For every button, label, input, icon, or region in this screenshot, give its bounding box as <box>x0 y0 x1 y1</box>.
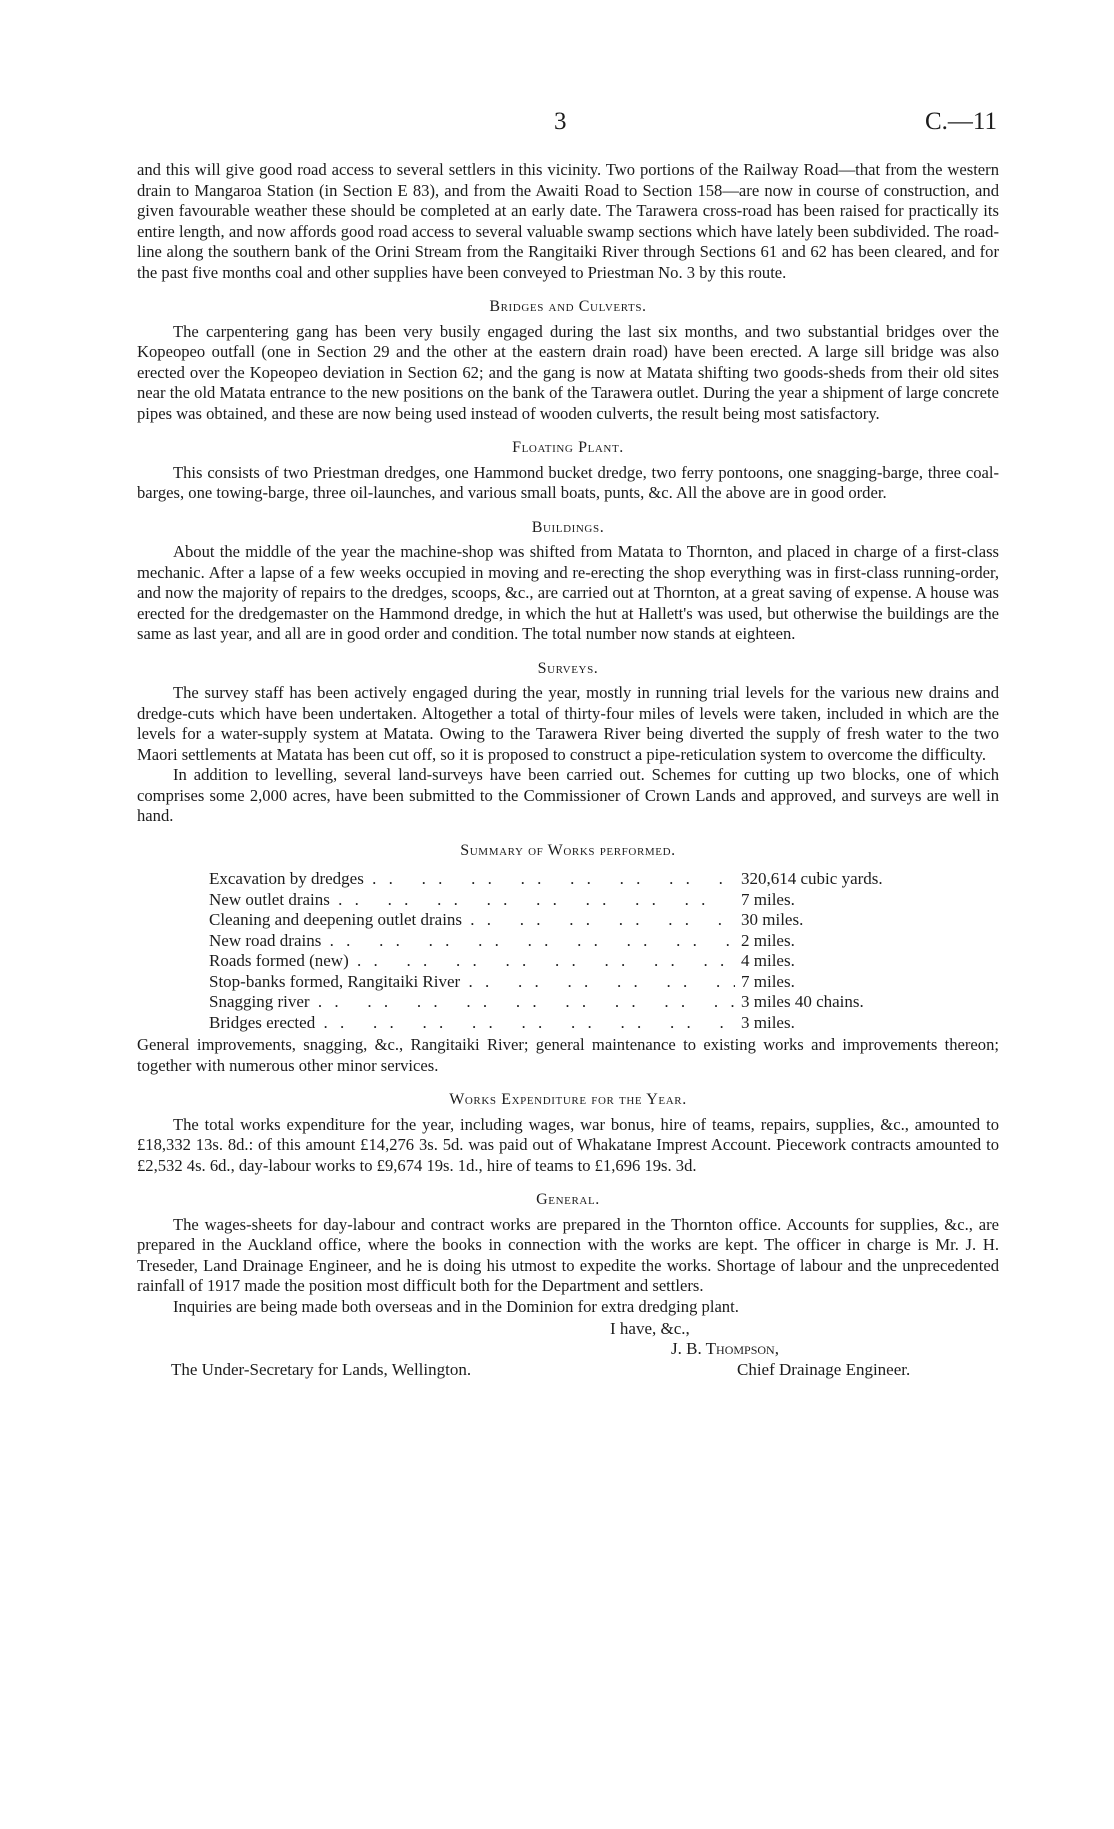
bridges-paragraph: The carpentering gang has been very busily engaged during the last six months, and two substantial bridges over the Kopeopeo outfall (one in Section 29 and the other at the eastern drain road) have been erected. A large sill bridge was also erected over the Kopeopeo deviation in Section 62; and the gang is now at Matata shifting two goods-sheds from their old sites near the old Matata entrance to the new positions on the bank of the Tarawera outlet. During the year a shipment of large concrete pipes was obtained, and these are now being used instead of wooden culverts, the result being most satisfactory. <box>137 321 999 423</box>
summary-item: Cleaning and deepening outlet drains . . <box>209 910 735 931</box>
surveys-paragraph: The survey staff has been actively engaged during the year, mostly in running trial levels for the various new drains and dredge-cuts which have been undertaken. Altogether a total of thirty-four miles of levels were taken, included in which are the levels for a water-supply system at Matata. Owing to the Tarawera River being diverted the supply of fresh water to the two Maori settlements at Matata has been cut off, so it is proposed to construct a pipe-reticulation system to overcome the difficulty. <box>137 683 999 764</box>
summary-note: General improvements, snagging, &c., Rangitaiki River; general maintenance to existing works and improvements thereon; together with numerous other minor services. <box>137 1035 999 1075</box>
summary-row <box>209 951 929 972</box>
summary-amount: 3 miles 40 chains. <box>741 992 864 1011</box>
document-body <box>137 160 999 1419</box>
intro-paragraph: and this will give good road access to several settlers in this vicinity. Two portions of the Railway Road—that from the western drain to Mangaroa Station (in Section E 83), and from the Awaiti Road to Section 158—are now in course of construction, and given favourable weather these should be completed at an early date. The Tarawera cross-road has been raised for practically its entire length, and now affords good road access to several valuable swamp sections which have lately been subdivided. The road-line along the southern bank of the Orini Stream from the Rangitaiki River through Sections 61 and 62 has been cleared, and for the past five months coal and other supplies have been conveyed to Priestman No. 3 by this route. <box>137 160 999 282</box>
closing-line: I have, &c., <box>610 1319 690 1338</box>
surveys-heading: Surveys. <box>537 659 599 677</box>
expenditure-paragraph: The total works expenditure for the year, including wages, war bonus, hire of teams, repairs, supplies, &c., amounted to £18,332 13s. 8d.: of this amount £14,276 3s. 5d. was paid out of Whakatane Imprest Account. Piecework contracts amounted to £2,532 4s. 6d., day-labour works to £9,674 19s. 1d., hire of teams to £1,696 19s. 3d. <box>137 1114 999 1175</box>
general-paragraph: Inquiries are being made both overseas and in the Dominion for extra dredging plant. <box>173 1296 739 1316</box>
expenditure-heading: Works Expenditure for the Year. <box>449 1091 687 1108</box>
summary-amount: 2 miles. <box>741 930 795 950</box>
floating-plant-paragraph: This consists of two Priestman dredges, one Hammond bucket dredge, two ferry pontoons, one snagging-barge, three coal-barges, one towing-barge, three oil-launches, and various small boats, punts, &c. All the above are in good order. <box>137 462 999 502</box>
summary-item: Stop-banks formed, Rangitaiki River . . <box>209 972 735 993</box>
summary-amount: 30 miles. <box>741 910 804 929</box>
buildings-heading: Buildings. <box>531 518 605 536</box>
summary-item: Excavation by dredges . . <box>209 869 735 890</box>
summary-heading: Summary of Works performed. <box>460 841 676 859</box>
summary-row <box>209 972 929 993</box>
signatory-title: Chief Drainage Engineer. <box>737 1360 911 1379</box>
page-header <box>0 108 1114 140</box>
signoff-block <box>137 1319 999 1419</box>
summary-table <box>209 869 929 1033</box>
floating-plant-heading: Floating Plant. <box>512 439 624 456</box>
general-heading: General. <box>536 1191 600 1208</box>
summary-item: New outlet drains . . <box>209 890 735 911</box>
surveys-paragraph: In addition to levelling, several land-surveys have been carried out. Schemes for cutting up two blocks, one of which comprises some 2,000 acres, have been submitted to the Commissioner of Crown Lands and approved, and surveys are well in hand. <box>137 765 999 825</box>
buildings-paragraph: About the middle of the year the machine-shop was shifted from Matata to Thornton, and placed in charge of a first-class mechanic. After a lapse of a few weeks occupied in moving and re-erecting the shop everything was in first-class running-order, and now the majority of repairs to the dredges, scoops, &c., are carried out at Thornton, at a great saving of expense. A house was erected for the dredgemaster on the Hammond dredge, in which the hut at Hallett's was used, but otherwise the buildings are the same as last year, and all are in good order and condition. The total number now stands at eighteen. <box>137 542 999 643</box>
addressee-line: The Under-Secretary for Lands, Wellington. <box>171 1360 472 1379</box>
summary-amount: 3 miles. <box>741 1012 795 1032</box>
signatory-name: J. B. Thompson, <box>671 1339 779 1358</box>
summary-item: Bridges erected . . <box>209 1013 735 1034</box>
summary-row <box>209 1013 929 1034</box>
summary-amount: 7 miles. <box>741 889 795 909</box>
page-number: 3 <box>554 108 567 135</box>
summary-row <box>209 931 929 952</box>
summary-row <box>209 890 929 911</box>
summary-item: New road drains . . <box>209 931 735 952</box>
summary-amount: 7 miles. <box>741 971 795 991</box>
bridges-heading: Bridges and Culverts. <box>489 298 647 315</box>
summary-amount: 320,614 cubic yards. <box>741 869 883 888</box>
summary-row <box>209 992 929 1013</box>
general-paragraph: The wages-sheets for day-labour and contract works are prepared in the Thornton office. Accounts for supplies, &c., are prepared in the Auckland office, where the books in connection with the works are kept. The officer in charge is Mr. J. H. Treseder, Land Drainage Engineer, and he is doing his utmost to expedite the works. Shortage of labour and the unprecedented rainfall of 1917 made the position most difficult both for the Department and settlers. <box>137 1214 999 1295</box>
document-reference: C.—11 <box>925 108 997 135</box>
summary-item: Snagging river . . <box>209 992 735 1013</box>
summary-item: Roads formed (new) . . <box>209 951 735 972</box>
summary-row <box>209 869 929 890</box>
summary-amount: 4 miles. <box>741 951 795 970</box>
summary-row <box>209 910 929 931</box>
